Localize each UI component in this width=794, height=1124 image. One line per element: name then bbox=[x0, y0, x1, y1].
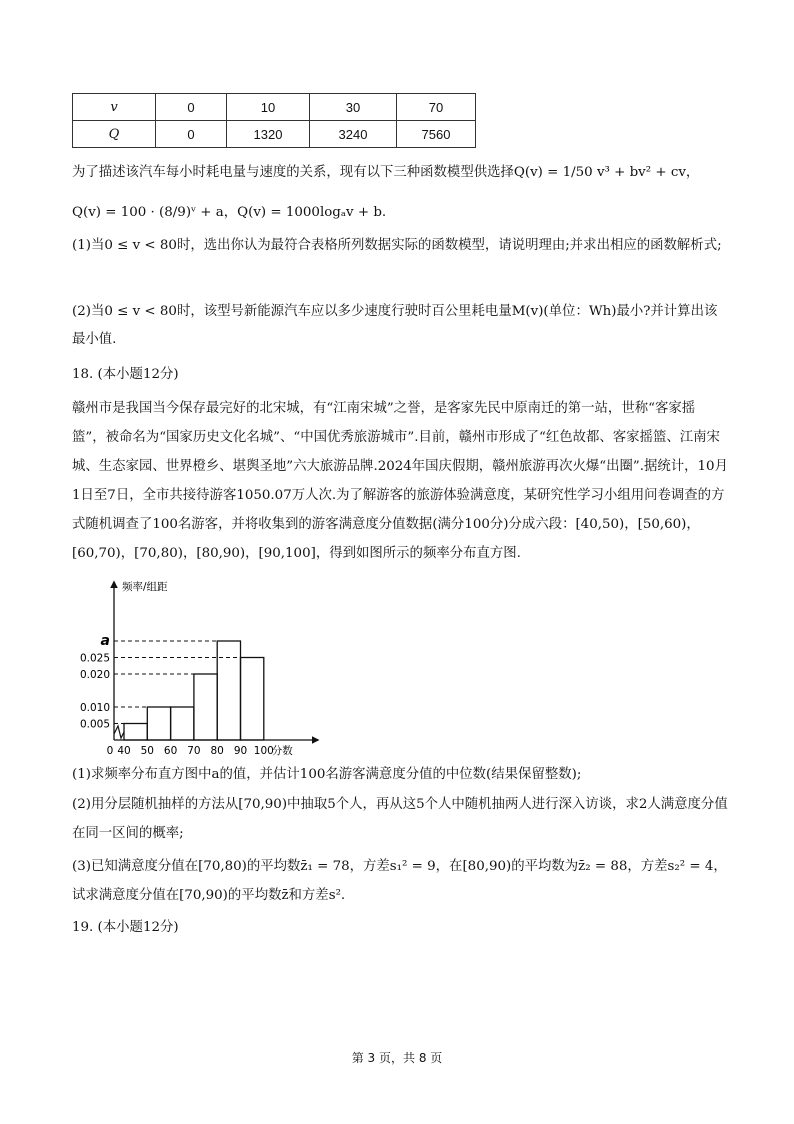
problem-18-header: 18. (本小题12分) bbox=[72, 367, 179, 382]
x-tick-label: 80 bbox=[210, 745, 224, 756]
x-tick-label: 100 bbox=[253, 745, 274, 756]
axis-break bbox=[114, 726, 124, 738]
problem-18-body: 赣州市是我国当今保存最完好的北宋城，有“江南宋城”之誉，是客家先民中原南迁的第一站，世称“客家摇篮”，被命名为“国家历史文化名城”、“中国优秀旅游城市”.目前，赣州市形成了“红色故都、客家摇篮、江南宋城、生态家园、世界橙乡、堪舆圣地”六大旅游品牌.2024年国庆假期，赣州旅游再次火爆“出圈”.据统计，10月1日至7日，全市共接待游客1050.07万人次.为了解游客的旅游体验满意度，某研究性学习小组用问卷调查的方式随机调查了100名游客，并将收集到的游客满意度分值数据(满分100分)分成六段：[40,50)，[50,60)，[60,70)，[70,80)，[80,90)，[90,100]，得到如图所示的频率分布直方图. bbox=[72, 401, 728, 561]
table-cell: 0 bbox=[156, 121, 227, 148]
histogram-bar bbox=[241, 658, 264, 741]
frequency-histogram bbox=[78, 576, 338, 756]
sub-question-1: (1)求频率分布直方图中a的值，并估计100名游客满意度分值的中位数(结果保留整数); bbox=[72, 767, 582, 782]
y-tick-label: a bbox=[100, 633, 110, 649]
y-tick-label: 0.010 bbox=[79, 702, 110, 714]
page-footer: 第 3 页，共 8 页 bbox=[351, 1051, 443, 1065]
table-cell: 30 bbox=[310, 94, 397, 121]
data-table bbox=[72, 93, 476, 148]
y-tick-label: 0.025 bbox=[79, 652, 110, 665]
x-tick-label: 60 bbox=[163, 745, 178, 756]
table-cell: 3240 bbox=[310, 121, 397, 148]
histogram-bar bbox=[217, 641, 240, 740]
table-row-label: v bbox=[73, 94, 156, 121]
table-cell: 0 bbox=[156, 94, 227, 121]
y-tick-label: 0.005 bbox=[79, 718, 110, 731]
table-cell: 70 bbox=[397, 94, 476, 121]
model-intro-line-1: 为了描述该汽车每小时耗电量与速度的关系，现有以下三种函数模型供选择Q(v) = 1/50 v³ + bv² + cv， bbox=[72, 165, 700, 180]
question-2: (2)当0 ≤ v < 80时，该型号新能源汽车应以多少速度行驶时百公里耗电量M(v)(单位：Wh)最小?并计算出该最小值. bbox=[72, 304, 718, 347]
y-axis-label: 频率/组距 bbox=[122, 581, 168, 593]
x-tick-label: 70 bbox=[187, 745, 201, 756]
histogram-bar bbox=[147, 707, 170, 740]
histogram-bar bbox=[124, 724, 147, 741]
table-cell: 1320 bbox=[227, 121, 310, 148]
problem-19-header: 19. (本小题12分) bbox=[72, 920, 179, 935]
model-intro-line-2: Q(v) = 100 · (8/9)ᵛ + a，Q(v) = 1000logₐv + b. bbox=[72, 205, 387, 220]
table-cell: 7560 bbox=[397, 121, 476, 148]
sub-question-2: (2)用分层随机抽样的方法从[70,90)中抽取5个人，再从这5个人中随机抽两人进行深入访谈，求2人满意度分值在同一区间的概率; bbox=[72, 797, 728, 841]
x-tick-label: 90 bbox=[233, 745, 248, 756]
table-row bbox=[73, 94, 476, 121]
table-row-label: Q bbox=[73, 121, 156, 148]
histogram-bar bbox=[171, 707, 194, 740]
x-tick-label: 0 bbox=[106, 745, 114, 756]
x-tick-label: 50 bbox=[140, 745, 154, 756]
question-1: (1)当0 ≤ v < 80时，选出你认为最符合表格所列数据实际的函数模型，请说明理由;并求出相应的函数解析式; bbox=[72, 238, 722, 253]
y-tick-label: 0.020 bbox=[79, 669, 110, 681]
histogram-bar bbox=[194, 674, 217, 740]
table-cell: 10 bbox=[227, 94, 310, 121]
sub-question-3: (3)已知满意度分值在[70,80)的平均数z̄₁ = 78，方差s₁² = 9，在[80,90)的平均数为z̄₂ = 88，方差s₂² = 4，试求满意度分值在[70,90)的平均数z̄和方差s². bbox=[72, 859, 727, 903]
x-axis-label: 分数 bbox=[271, 745, 293, 756]
table-row bbox=[73, 121, 476, 148]
x-tick-label: 40 bbox=[117, 745, 131, 756]
